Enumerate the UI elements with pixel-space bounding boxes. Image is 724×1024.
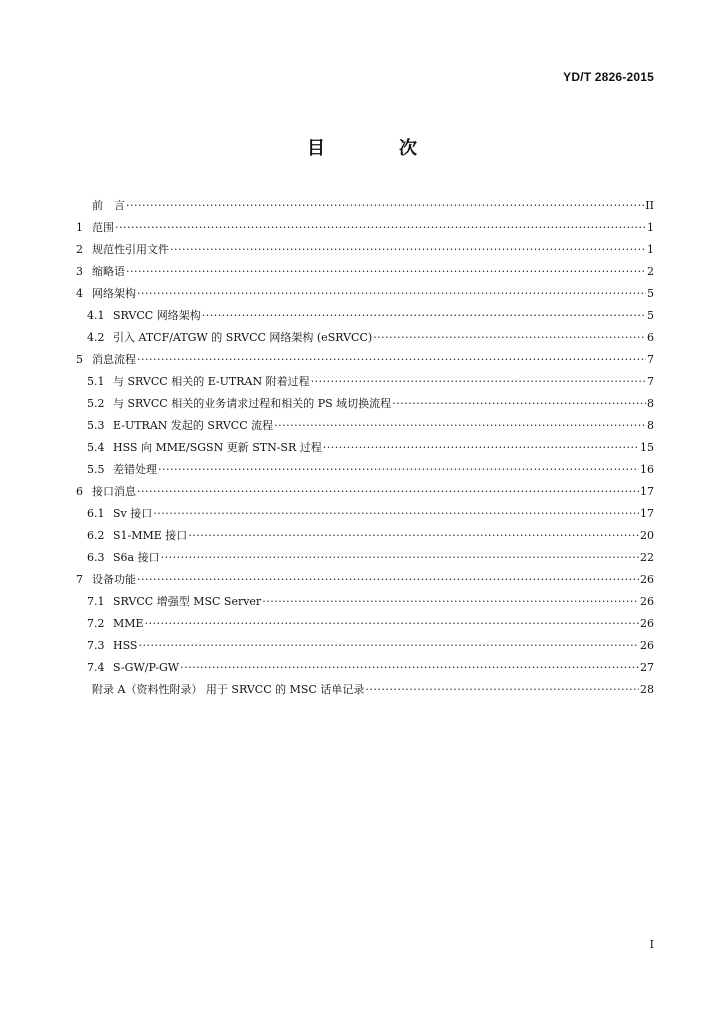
- toc-dot-leader: [262, 591, 639, 613]
- toc-entry[interactable]: [76, 327, 654, 349]
- toc-entry-page: 7: [647, 375, 654, 388]
- toc-dot-leader: [137, 349, 646, 371]
- toc-dot-leader: [138, 635, 639, 657]
- toc-entry-page: 22: [640, 551, 654, 564]
- toc-entry-number: 6: [76, 485, 83, 498]
- toc-entry-number: 7.1: [87, 595, 105, 608]
- toc-entry-number: 1: [76, 221, 83, 234]
- toc-entry-label: 引入 ATCF/ATGW 的 SRVCC 网络架构 (eSRVCC): [113, 331, 373, 344]
- toc-dot-leader: [145, 613, 639, 635]
- toc-entry[interactable]: [76, 305, 654, 327]
- toc-entry[interactable]: [76, 415, 654, 437]
- toc-entry-number: 5.4: [87, 441, 105, 454]
- toc-entry-page: 16: [640, 463, 654, 476]
- toc-entry[interactable]: [76, 195, 654, 217]
- toc-entry-page: 26: [640, 639, 654, 652]
- toc-entry-page: 6: [647, 331, 654, 344]
- toc-entry-label: 与 SRVCC 相关的业务请求过程和相关的 PS 域切换流程: [113, 397, 392, 410]
- toc-entry-label: 与 SRVCC 相关的 E-UTRAN 附着过程: [113, 375, 310, 388]
- toc-dot-leader: [188, 525, 639, 547]
- toc-entry[interactable]: [76, 503, 654, 525]
- toc-entry-page: 2: [647, 265, 654, 278]
- toc-entry[interactable]: [76, 657, 654, 679]
- toc-dot-leader: [153, 503, 639, 525]
- toc-entry[interactable]: [76, 613, 654, 635]
- toc-entry-number: 2: [76, 243, 83, 256]
- toc-entry-label: SRVCC 增强型 MSC Server: [113, 595, 262, 608]
- toc-entry[interactable]: [76, 349, 654, 371]
- toc-dot-leader: [180, 657, 639, 679]
- toc-entry-number: 6.3: [87, 551, 105, 564]
- toc-entry[interactable]: [76, 239, 654, 261]
- toc-entry-label: S6a 接口: [113, 551, 160, 564]
- toc-dot-leader: [170, 239, 646, 261]
- toc-entry-page: 1: [647, 221, 654, 234]
- toc-entry-label: 附录 A（资料性附录） 用于 SRVCC 的 MSC 话单记录: [92, 683, 365, 696]
- toc-entry[interactable]: [76, 525, 654, 547]
- toc-entry-label: 缩略语: [92, 265, 125, 278]
- toc-entry-label: SRVCC 网络架构: [113, 309, 201, 322]
- page-number-footer: I: [649, 938, 654, 951]
- toc-entry-page: 7: [647, 353, 654, 366]
- table-of-contents: [76, 195, 654, 701]
- toc-entry-page: 5: [647, 287, 654, 300]
- toc-dot-leader: [373, 327, 646, 349]
- toc-entry[interactable]: [76, 261, 654, 283]
- toc-entry-page: 5: [647, 309, 654, 322]
- toc-entry[interactable]: [76, 283, 654, 305]
- toc-entry-page: 15: [640, 441, 654, 454]
- toc-entry-label: 差错处理: [113, 463, 157, 476]
- toc-entry-page: 17: [640, 485, 654, 498]
- toc-entry[interactable]: [76, 393, 654, 415]
- toc-entry[interactable]: [76, 679, 654, 701]
- toc-entry-page: 26: [640, 617, 654, 630]
- toc-entry-page: 8: [647, 419, 654, 432]
- toc-entry-number: 4.2: [87, 331, 105, 344]
- toc-entry-page: 28: [640, 683, 654, 696]
- toc-entry-number: 5.5: [87, 463, 105, 476]
- toc-entry-page: 20: [640, 529, 654, 542]
- toc-entry-page: 26: [640, 573, 654, 586]
- toc-entry-number: 5: [76, 353, 83, 366]
- toc-entry[interactable]: [76, 371, 654, 393]
- toc-entry[interactable]: [76, 437, 654, 459]
- toc-entry-label: 网络架构: [92, 287, 136, 300]
- toc-entry-page: 27: [640, 661, 654, 674]
- toc-entry-number: 5.2: [87, 397, 105, 410]
- toc-entry-number: 7.4: [87, 661, 105, 674]
- toc-entry-page: II: [645, 199, 654, 212]
- toc-dot-leader: [126, 261, 646, 283]
- toc-dot-leader: [392, 393, 646, 415]
- toc-dot-leader: [274, 415, 646, 437]
- standard-number-header: YD/T 2826-2015: [563, 70, 654, 84]
- toc-entry-label: 规范性引用文件: [92, 243, 169, 256]
- toc-dot-leader: [126, 195, 644, 217]
- toc-entry-number: 5.1: [87, 375, 105, 388]
- toc-entry-label: S1-MME 接口: [113, 529, 188, 542]
- toc-entry-label: Sv 接口: [113, 507, 153, 520]
- toc-entry-number: 7.3: [87, 639, 105, 652]
- toc-dot-leader: [158, 459, 639, 481]
- toc-entry-page: 1: [647, 243, 654, 256]
- toc-dot-leader: [115, 217, 646, 239]
- toc-dot-leader: [323, 437, 639, 459]
- toc-entry-number: 6.2: [87, 529, 105, 542]
- toc-entry-label: 前 言: [92, 199, 125, 212]
- toc-dot-leader: [365, 679, 639, 701]
- toc-entry[interactable]: [76, 459, 654, 481]
- toc-entry-number: 6.1: [87, 507, 105, 520]
- toc-dot-leader: [311, 371, 646, 393]
- toc-dot-leader: [161, 547, 639, 569]
- toc-title: 目 次: [307, 138, 445, 159]
- toc-entry-number: 5.3: [87, 419, 105, 432]
- toc-entry-label: S-GW/P-GW: [113, 661, 180, 674]
- toc-entry[interactable]: [76, 591, 654, 613]
- toc-entry-label: HSS 向 MME/SGSN 更新 STN-SR 过程: [113, 441, 322, 454]
- toc-entry-number: 7: [76, 573, 83, 586]
- toc-entry-label: 范围: [92, 221, 114, 234]
- toc-entry-number: 7.2: [87, 617, 105, 630]
- toc-entry-label: 设备功能: [92, 573, 136, 586]
- toc-entry-label: HSS: [113, 639, 138, 652]
- toc-entry-label: 消息流程: [92, 353, 136, 366]
- toc-entry[interactable]: [76, 217, 654, 239]
- toc-dot-leader: [137, 283, 646, 305]
- toc-entry-page: 8: [647, 397, 654, 410]
- toc-entry[interactable]: [76, 547, 654, 569]
- toc-entry[interactable]: [76, 635, 654, 657]
- toc-entry-page: 17: [640, 507, 654, 520]
- toc-dot-leader: [137, 481, 639, 503]
- toc-entry-page: 26: [640, 595, 654, 608]
- toc-entry-number: 4.1: [87, 309, 105, 322]
- toc-entry[interactable]: [76, 481, 654, 503]
- toc-entry-label: E-UTRAN 发起的 SRVCC 流程: [113, 419, 274, 432]
- toc-entry[interactable]: [76, 569, 654, 591]
- toc-entry-label: MME: [113, 617, 144, 630]
- toc-entry-number: 3: [76, 265, 83, 278]
- toc-entry-label: 接口消息: [92, 485, 136, 498]
- toc-dot-leader: [137, 569, 639, 591]
- toc-dot-leader: [202, 305, 646, 327]
- toc-entry-number: 4: [76, 287, 83, 300]
